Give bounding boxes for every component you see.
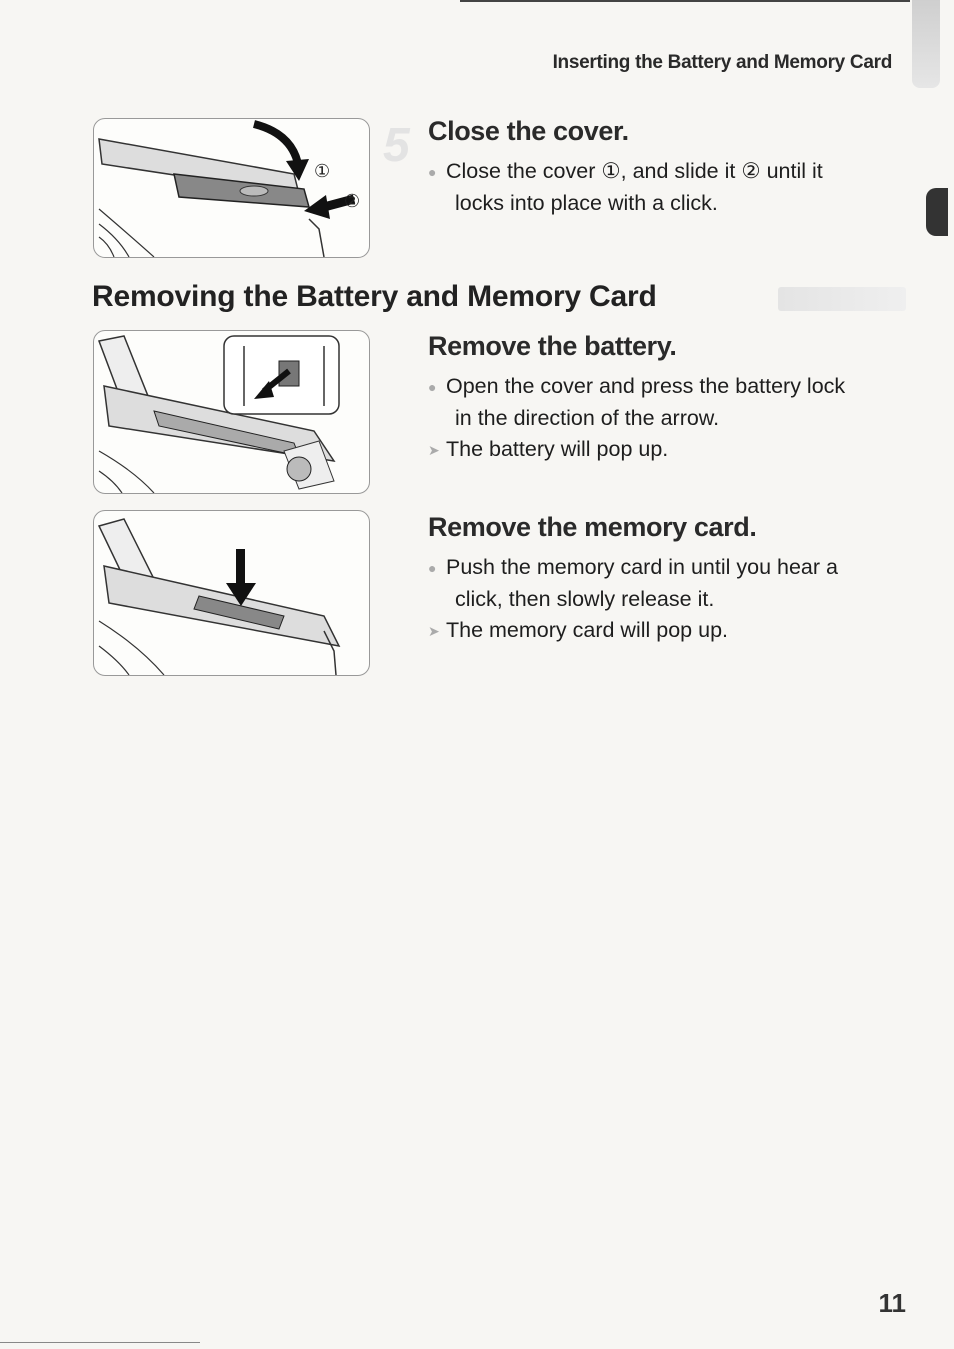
circle-bullet-icon: ●: [428, 378, 437, 395]
section-heading: Removing the Battery and Memory Card: [92, 280, 657, 313]
step-title-remove-card: Remove the memory card.: [428, 512, 757, 542]
result-arrow-icon: ➤: [428, 441, 440, 458]
callout-1: ①: [314, 161, 331, 182]
remove-battery-instruction: ● Open the cover and press the battery lock in the direction of the arrow. ➤ The battery will pop up.: [428, 371, 903, 466]
step-title-remove-battery: Remove the battery.: [428, 331, 677, 361]
running-header: Inserting the Battery and Memory Card: [552, 52, 892, 73]
battery-lock-drawing: [94, 331, 369, 493]
close-cover-instruction: ● Close the cover ①, and slide it ② until it locks into place with a click.: [428, 156, 903, 219]
section-accent-bar: [778, 287, 906, 311]
bottom-rule: [0, 1342, 200, 1343]
circle-bullet-icon: ●: [428, 559, 437, 576]
remove-card-instruction: ● Push the memory card in until you hear a click, then slowly release it. ➤ The memory card will pop up.: [428, 552, 903, 647]
callout-2: ②: [344, 191, 361, 212]
step-number: 5: [383, 119, 410, 172]
chapter-index-tab: [926, 188, 948, 236]
chapter-edge-tab: [912, 0, 940, 88]
top-rule: [460, 0, 910, 2]
result-arrow-icon: ➤: [428, 622, 440, 639]
remove-card-illustration: [93, 510, 370, 676]
page-number: 11: [878, 1288, 906, 1318]
camera-cover-close-drawing: [94, 119, 369, 257]
remove-battery-illustration: [93, 330, 370, 494]
circle-bullet-icon: ●: [428, 163, 437, 180]
memory-card-drawing: [94, 511, 369, 675]
close-cover-illustration: [93, 118, 370, 258]
step-title-close-cover: Close the cover.: [428, 116, 629, 146]
